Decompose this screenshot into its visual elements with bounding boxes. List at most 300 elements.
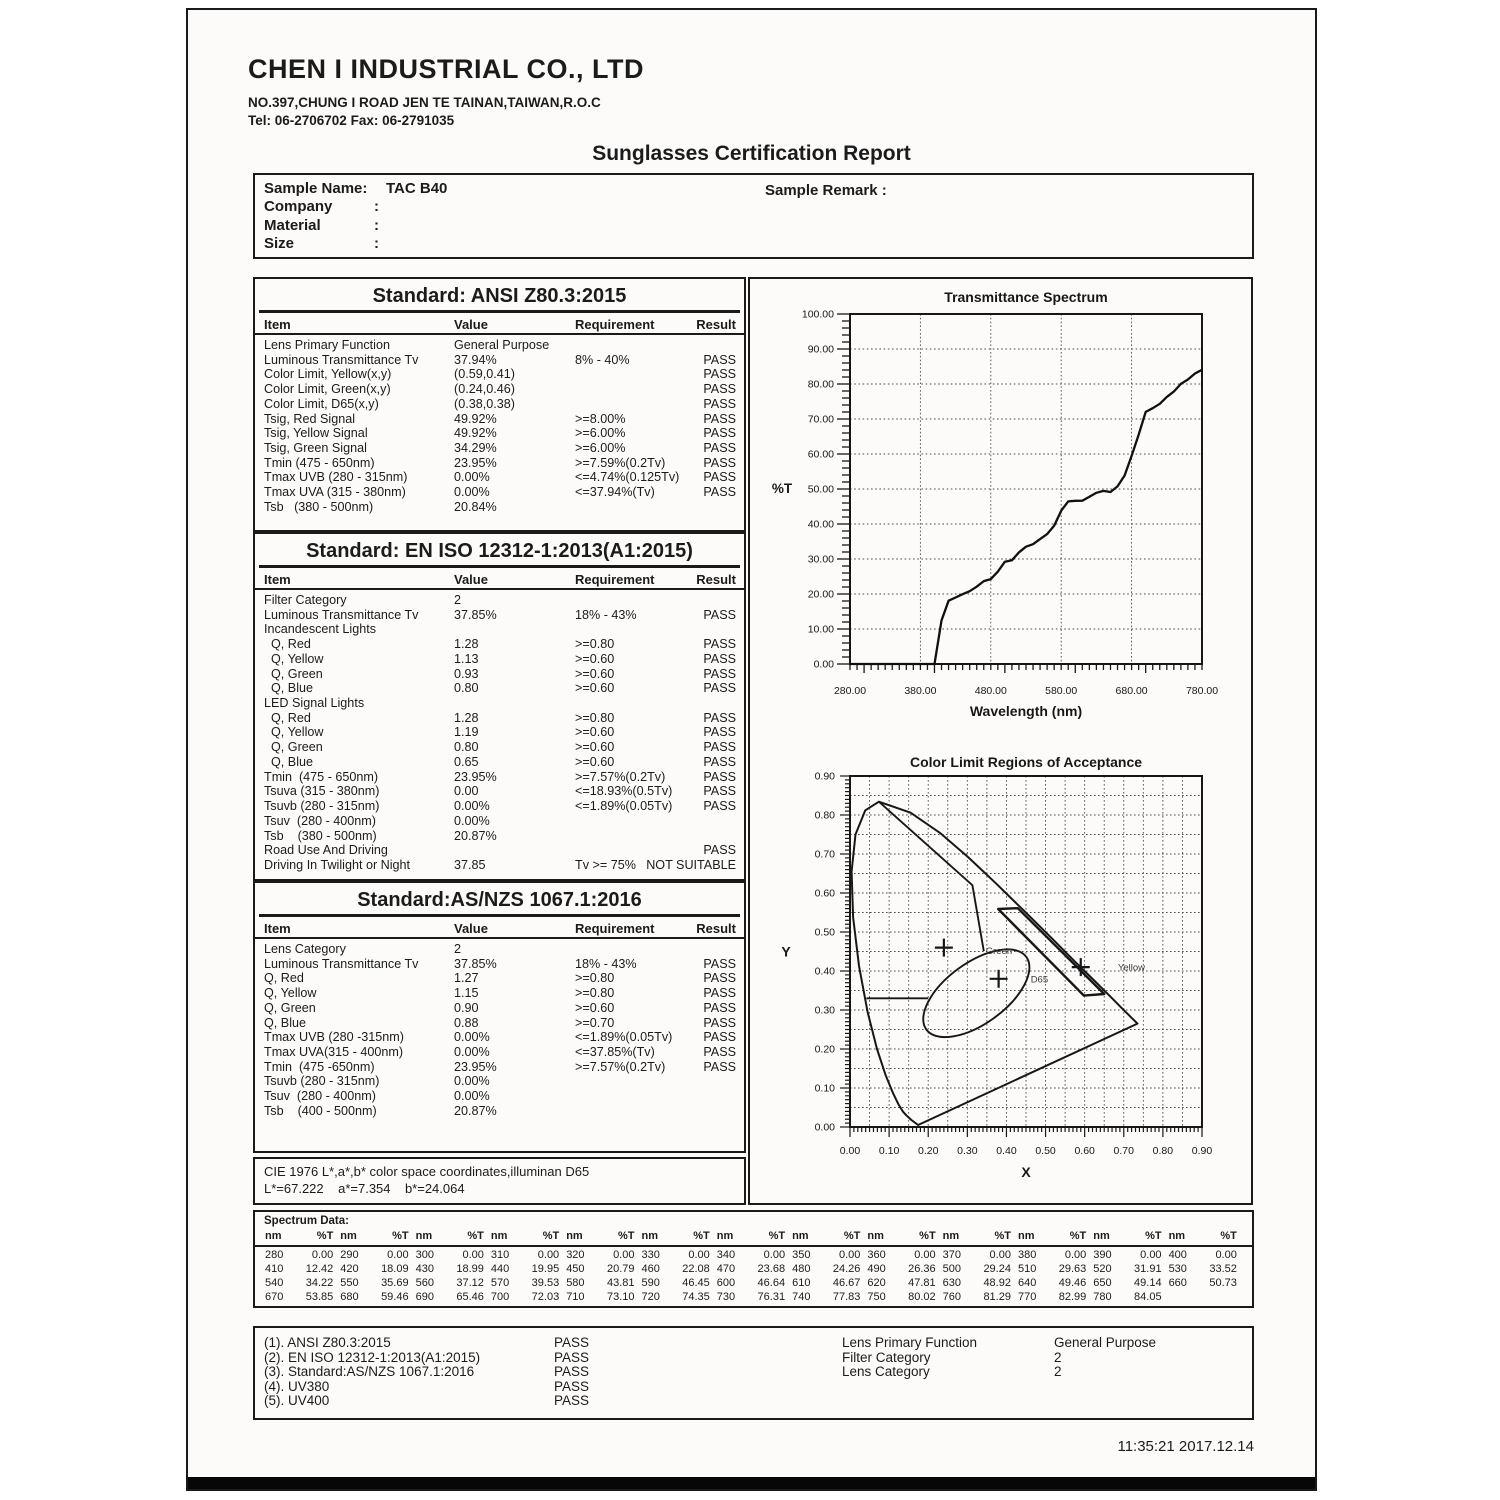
table-row	[255, 1030, 744, 1045]
cell-result: PASS	[703, 352, 736, 367]
table-row	[255, 412, 744, 427]
cell-item: Q, Yellow	[264, 651, 324, 666]
sample-fields	[264, 180, 447, 253]
spectrum-data-box	[253, 1210, 1254, 1308]
standard-title: Standard:AS/NZS 1067.1:2016	[259, 883, 740, 917]
column-header-item: Item	[264, 572, 291, 587]
eniso-standard-box	[253, 532, 746, 881]
spectrum-row: 670 53.85 680 59.46 690 65.46 700 72.03 710 73.10 720 74.35 730 76.31 740 77.83 750 80.02 760 81.29 770 82.99 780 84.05	[265, 1291, 1162, 1303]
cell-item: Tmax UVA (315 - 380nm)	[264, 485, 406, 500]
cell-result: PASS	[703, 725, 736, 740]
svg-text:0.20: 0.20	[814, 1043, 835, 1056]
summary-box	[253, 1326, 1254, 1420]
cell-result: PASS	[703, 367, 736, 382]
cell-value: 23.95%	[454, 455, 497, 470]
cell-item: Luminous Transmittance Tv	[264, 956, 419, 971]
svg-text:580.00: 580.00	[1045, 685, 1078, 697]
table-row	[255, 799, 744, 814]
svg-text:D65: D65	[1030, 974, 1049, 986]
svg-text:0.60: 0.60	[1074, 1145, 1095, 1157]
svg-text:Color Limit Regions of Accepta: Color Limit Regions of Acceptance	[909, 754, 1143, 770]
svg-text:0.30: 0.30	[814, 1004, 835, 1017]
cell-value: 0.88	[454, 1015, 479, 1030]
spectrum-header-rule	[255, 1245, 1252, 1247]
report-timestamp: 11:35:21 2017.12.14	[1117, 1438, 1254, 1455]
sample-field-label: Company	[264, 198, 333, 216]
cell-item: Color Limit, Green(x,y)	[264, 382, 391, 397]
cie-line-1: CIE 1976 L*,a*,b* color space coordinates,illuminan D65	[264, 1164, 590, 1179]
report-page	[186, 8, 1317, 1491]
cell-requirement: Tv >= 75%	[575, 857, 636, 872]
transmittance-chart	[772, 289, 1218, 719]
table-row	[255, 986, 744, 1001]
cell-requirement: >=0.80	[575, 637, 615, 652]
cell-item: Q, Blue	[264, 1015, 306, 1030]
table-row	[255, 667, 744, 682]
standard-title: Standard: EN ISO 12312-1:2013(A1:2015)	[259, 534, 740, 568]
table-row	[255, 725, 744, 740]
cell-item: Tmax UVB (280 -315nm)	[264, 1030, 404, 1045]
svg-text:0.50: 0.50	[1035, 1145, 1056, 1157]
sample-field-label: Sample Name:	[264, 180, 368, 197]
cell-item: Tmin (475 - 650nm)	[264, 455, 375, 470]
svg-text:0.00: 0.00	[839, 1145, 861, 1157]
summary-standard-name: (5). UV400	[264, 1393, 330, 1408]
cell-item: Q, Green	[264, 1000, 316, 1015]
cell-value: 37.94%	[454, 352, 497, 367]
cell-requirement: 18% - 43%	[575, 607, 637, 622]
spectral-locus	[852, 802, 1138, 1125]
cell-value: 49.92%	[454, 426, 497, 441]
table-row	[255, 382, 744, 397]
svg-text:280.00: 280.00	[833, 685, 867, 697]
cell-item: Q, Red	[264, 710, 311, 725]
company-name: CHEN I INDUSTRIAL CO., LTD	[248, 54, 644, 84]
cell-value: 20.84%	[454, 499, 497, 514]
summary-standard-result: PASS	[554, 1364, 590, 1379]
cell-value: 37.85%	[454, 956, 497, 971]
table-row	[255, 1060, 744, 1075]
summary-attribute-value: 2	[1054, 1349, 1062, 1365]
cell-result: PASS	[703, 971, 736, 986]
table-row	[255, 681, 744, 696]
summary-attribute-name: Lens Category	[842, 1364, 930, 1379]
marker-green	[935, 939, 953, 957]
cell-requirement: 8% - 40%	[575, 352, 630, 367]
cell-item: Q, Yellow	[264, 725, 324, 740]
column-header-item: Item	[264, 317, 291, 332]
svg-text:480.00: 480.00	[974, 685, 1007, 697]
cell-result: PASS	[703, 740, 736, 755]
summary-standard-name: (4). UV380	[264, 1378, 330, 1394]
table-row	[255, 470, 744, 485]
sample-field-row	[264, 235, 447, 253]
d65-ellipse-region	[908, 932, 1044, 1054]
cell-value: 23.95%	[454, 769, 497, 784]
table-row	[255, 942, 744, 957]
cell-result: PASS	[703, 843, 736, 858]
cell-result: PASS	[703, 769, 736, 784]
cell-result: PASS	[703, 1045, 736, 1060]
table-row	[255, 755, 744, 770]
table-header	[255, 921, 744, 939]
cell-requirement: >=7.57%(0.2Tv)	[575, 1059, 666, 1074]
table-row	[255, 1089, 744, 1104]
cell-value: 1.28	[454, 637, 479, 652]
cell-item: Q, Green	[264, 666, 323, 681]
cell-result: PASS	[703, 651, 736, 666]
cell-result: PASS	[703, 710, 736, 725]
table-row	[255, 500, 744, 515]
company-tel-fax: Tel: 06-2706702 Fax: 06-2791035	[248, 113, 455, 128]
table-row	[255, 740, 744, 755]
cell-value: 0.80	[454, 681, 479, 696]
table-row	[255, 593, 744, 608]
cell-item: Tsig, Green Signal	[264, 441, 367, 456]
svg-text:80.00: 80.00	[807, 378, 834, 391]
green-region-boundary	[879, 802, 984, 951]
summary-attribute-row	[842, 1335, 1156, 1350]
summary-standard-row	[264, 1350, 589, 1365]
cell-requirement: >=0.60	[575, 754, 615, 769]
cell-value: 1.15	[454, 986, 479, 1001]
cell-item: Luminous Transmittance Tv	[264, 607, 419, 622]
cie-line-2: L*=67.222 a*=7.354 b*=24.064	[264, 1181, 465, 1196]
svg-text:0.00: 0.00	[814, 1121, 835, 1134]
cell-result: PASS	[703, 1015, 736, 1030]
table-header	[255, 572, 744, 590]
table-header	[255, 317, 744, 335]
svg-text:%T: %T	[771, 481, 793, 496]
cell-item: Tsuv (280 - 400nm)	[264, 1089, 376, 1104]
svg-text:Y: Y	[781, 943, 791, 960]
svg-text:Wavelength (nm): Wavelength (nm)	[969, 703, 1083, 719]
summary-standard-result: PASS	[554, 1393, 590, 1408]
cell-value: 37.85	[454, 857, 486, 872]
cell-item: Tsuv (280 - 400nm)	[264, 813, 376, 828]
cell-value: 49.92%	[454, 411, 497, 426]
table-row	[255, 957, 744, 972]
table-row	[255, 426, 744, 441]
cell-value: 0.80	[454, 740, 479, 755]
cell-item: Tsb (400 - 500nm)	[264, 1103, 377, 1118]
cell-value: 0.90	[454, 1000, 479, 1015]
cell-requirement: 18% - 43%	[575, 956, 637, 971]
svg-text:100.00: 100.00	[801, 308, 834, 321]
cell-value: 0.00%	[454, 1045, 490, 1060]
cell-requirement: >=6.00%	[575, 441, 626, 456]
table-body	[255, 593, 744, 873]
marker-d65	[990, 970, 1008, 988]
sample-field-colon: :	[374, 216, 379, 234]
cell-requirement: >=0.80	[575, 971, 615, 986]
cell-requirement: <=1.89%(0.05Tv)	[575, 1030, 673, 1045]
summary-attributes	[842, 1335, 1156, 1379]
sample-field-row	[264, 198, 447, 216]
cell-item: Tmin (475 -650nm)	[264, 1059, 375, 1074]
cell-result: PASS	[703, 426, 736, 441]
svg-text:0.80: 0.80	[814, 809, 835, 822]
cell-value: 2	[454, 593, 462, 607]
cell-result: PASS	[703, 666, 736, 681]
table-row	[255, 784, 744, 799]
cell-requirement: >=7.59%(0.2Tv)	[575, 455, 666, 470]
cell-value: 0.00%	[454, 1074, 490, 1089]
cell-item: Road Use And Driving	[264, 843, 388, 858]
cell-requirement: >=0.80	[575, 986, 615, 1001]
cell-value: 1.27	[454, 971, 479, 986]
summary-standard-row	[264, 1335, 589, 1350]
summary-standard-name: (1). ANSI Z80.3:2015	[264, 1335, 391, 1350]
cell-result: PASS	[703, 396, 736, 411]
cell-result: NOT SUITABLE	[646, 857, 736, 872]
svg-text:70.00: 70.00	[807, 413, 834, 426]
svg-text:0.10: 0.10	[814, 1082, 835, 1095]
cell-result: PASS	[703, 441, 736, 456]
table-row	[255, 711, 744, 726]
cell-item: Luminous Transmittance Tv	[264, 352, 419, 367]
cell-result: PASS	[703, 1000, 736, 1015]
svg-text:0.30: 0.30	[957, 1145, 978, 1157]
cell-value: (0.38,0.38)	[454, 396, 515, 411]
cell-requirement: >=0.60	[575, 1000, 615, 1015]
cell-result: PASS	[703, 411, 736, 426]
svg-text:0.90: 0.90	[814, 770, 835, 783]
cell-result: PASS	[703, 784, 736, 799]
report-title: Sunglasses Certification Report	[592, 142, 911, 165]
svg-text:60.00: 60.00	[807, 448, 834, 461]
cell-item: Lens Primary Function	[264, 338, 390, 352]
color-limit-chart	[781, 754, 1212, 1180]
cell-item: Color Limit, D65(x,y)	[264, 396, 379, 411]
cell-requirement: <=37.85%(Tv)	[575, 1045, 655, 1060]
svg-text:0.90: 0.90	[1191, 1145, 1213, 1157]
column-header-requirement: Requirement	[575, 572, 655, 587]
cell-item: Tsuvb (280 - 315nm)	[264, 1074, 380, 1089]
sample-field-row	[264, 180, 447, 198]
cell-requirement: >=6.00%	[575, 426, 626, 441]
summary-attribute-row	[842, 1364, 1156, 1379]
table-row	[255, 858, 744, 873]
summary-standard-row	[264, 1364, 589, 1379]
cell-item: Tsb (380 - 500nm)	[264, 828, 377, 843]
cell-item: Q, Green	[264, 740, 323, 755]
cell-value: 0.93	[454, 666, 479, 681]
svg-text:10.00: 10.00	[807, 623, 834, 636]
charts-panel	[748, 277, 1253, 1205]
table-row	[255, 622, 744, 637]
table-row	[255, 1016, 744, 1031]
cell-value: 0.00%	[454, 799, 490, 814]
cell-item: Tsuvb (280 - 315nm)	[264, 799, 380, 814]
column-header-value: Value	[454, 572, 488, 587]
cell-requirement: >=0.60	[575, 651, 615, 666]
standard-title: Standard: ANSI Z80.3:2015	[259, 279, 740, 313]
cell-result: PASS	[703, 382, 736, 397]
svg-text:0.10: 0.10	[878, 1145, 900, 1157]
cell-result: PASS	[703, 956, 736, 971]
asnzs-standard-box	[253, 881, 746, 1153]
sample-field-row	[264, 217, 447, 235]
cell-item: Incandescent Lights	[264, 622, 377, 637]
cell-item: Tsuva (315 - 380nm)	[264, 784, 380, 799]
table-row	[255, 397, 744, 412]
spectrum-row: 280 0.00 290 0.00 300 0.00 310 0.00 320 0.00 330 0.00 340 0.00 350 0.00 360 0.00 370 0.00 380 0.00 390 0.00 400 0.00	[265, 1249, 1237, 1261]
svg-text:0.40: 0.40	[814, 965, 835, 978]
summary-standards	[264, 1335, 589, 1408]
cell-value: General Purpose	[454, 338, 550, 352]
table-row	[255, 814, 744, 829]
svg-text:0.40: 0.40	[996, 1145, 1017, 1157]
cell-result: PASS	[703, 1059, 736, 1074]
cell-item: Tsig, Red Signal	[264, 411, 356, 426]
svg-text:0.70: 0.70	[1113, 1145, 1134, 1157]
sample-field-colon: :	[374, 198, 379, 216]
cell-item: Q, Yellow	[264, 986, 317, 1001]
summary-attribute-name: Lens Primary Function	[842, 1335, 978, 1350]
sample-field-colon: :	[374, 234, 379, 252]
cell-value: 0.65	[454, 754, 479, 769]
cell-item: Tmin (475 - 650nm)	[264, 769, 379, 784]
cell-requirement: <=1.89%(0.05Tv)	[575, 799, 673, 814]
table-row	[255, 608, 744, 623]
cell-item: Lens Category	[264, 942, 346, 956]
spectrum-table-body	[265, 1249, 1248, 1305]
spectrum-header-row: nm %T nm %T nm %T nm %T nm %T nm %T nm %T nm %T nm %T nm %T nm %T nm %T nm %T	[265, 1230, 1237, 1242]
cell-requirement: >=0.70	[575, 1015, 615, 1030]
cell-requirement: >=7.57%(0.2Tv)	[575, 769, 666, 784]
table-row	[255, 485, 744, 500]
scan-edge-bar	[188, 1477, 1315, 1489]
column-header-item: Item	[264, 921, 291, 936]
cell-item: Tmax UVB (280 - 315nm)	[264, 470, 408, 485]
table-row	[255, 456, 744, 471]
cell-requirement: >=0.60	[575, 681, 615, 696]
table-row	[255, 652, 744, 667]
cell-value: 20.87%	[454, 828, 497, 843]
spectrum-row: 410 12.42 420 18.09 430 18.99 440 19.95 450 20.79 460 22.08 470 23.68 480 24.26 490 26.36 500 29.24 510 29.63 520 31.91 530 33.52	[265, 1263, 1237, 1275]
svg-text:0.50: 0.50	[814, 926, 835, 939]
cell-item: Filter Category	[264, 593, 347, 607]
cell-requirement: <=37.94%(Tv)	[575, 485, 655, 500]
cell-value: (0.24,0.46)	[454, 382, 515, 397]
svg-text:380.00: 380.00	[904, 685, 937, 697]
cell-item: Q, Blue	[264, 681, 313, 696]
summary-standard-name: (2). EN ISO 12312-1:2013(A1:2015)	[264, 1349, 481, 1365]
cell-result: PASS	[703, 485, 736, 500]
cell-item: Color Limit, Yellow(x,y)	[264, 367, 392, 382]
cell-result: PASS	[703, 986, 736, 1001]
sample-info-box	[253, 173, 1254, 259]
cell-requirement: >=0.60	[575, 666, 615, 681]
cell-requirement: <=4.74%(0.125Tv)	[575, 470, 680, 485]
sample-field-label: Size	[264, 234, 295, 252]
table-row	[255, 441, 744, 456]
svg-text:50.00: 50.00	[807, 483, 834, 496]
column-header-requirement: Requirement	[575, 317, 655, 332]
cell-result: PASS	[703, 1030, 736, 1045]
cell-value: 0.00%	[454, 813, 490, 828]
cell-result: PASS	[703, 681, 736, 696]
summary-standard-name: (3). Standard:AS/NZS 1067.1:2016	[264, 1364, 475, 1379]
svg-text:0.70: 0.70	[814, 848, 835, 861]
cell-value: 37.85%	[454, 607, 497, 622]
svg-text:20.00: 20.00	[807, 588, 834, 601]
table-row	[255, 770, 744, 785]
cell-value: 0.00%	[454, 485, 490, 500]
charts-svg	[750, 279, 1251, 1203]
summary-attribute-name: Filter Category	[842, 1349, 931, 1365]
summary-attribute-value: General Purpose	[1054, 1335, 1157, 1350]
table-row	[255, 353, 744, 368]
cell-value: 0.00%	[454, 1030, 490, 1045]
cell-requirement: >=0.60	[575, 740, 615, 755]
svg-text:X: X	[1021, 1164, 1031, 1180]
summary-attribute-value: 2	[1054, 1364, 1062, 1379]
cell-result: PASS	[703, 455, 736, 470]
cell-value: 1.13	[454, 651, 479, 666]
svg-text:0.20: 0.20	[918, 1145, 939, 1157]
column-header-result: Result	[696, 572, 736, 587]
cell-value: (0.59,0.41)	[454, 367, 515, 382]
svg-text:0.80: 0.80	[1152, 1145, 1174, 1157]
svg-text:90.00: 90.00	[807, 343, 834, 356]
table-row	[255, 971, 744, 986]
cell-value: 0.00%	[454, 1089, 490, 1104]
cell-value: 2	[454, 942, 462, 956]
column-header-result: Result	[696, 921, 736, 936]
sample-remark-label: Sample Remark :	[765, 182, 887, 199]
cell-requirement: >=0.80	[575, 710, 615, 725]
column-header-value: Value	[454, 921, 488, 936]
summary-standard-row	[264, 1379, 589, 1394]
cell-value: 0.00%	[454, 470, 490, 485]
cell-item: Tsig, Yellow Signal	[264, 426, 368, 441]
summary-standard-result: PASS	[554, 1349, 590, 1365]
cell-item: LED Signal Lights	[264, 696, 365, 711]
cell-item: Q, Red	[264, 971, 304, 986]
cell-item: Q, Red	[264, 637, 311, 652]
column-header-requirement: Requirement	[575, 921, 655, 936]
table-row	[255, 637, 744, 652]
svg-text:30.00: 30.00	[807, 553, 834, 566]
table-row	[255, 367, 744, 382]
table-row	[255, 1001, 744, 1016]
cell-value: 20.87%	[454, 1103, 497, 1118]
summary-standard-result: PASS	[554, 1378, 590, 1394]
cie-coordinates-box	[253, 1157, 746, 1205]
svg-text:Yellow: Yellow	[1117, 962, 1146, 974]
table-row	[255, 338, 744, 353]
cell-value: 34.29%	[454, 441, 497, 456]
spectrum-header	[265, 1230, 1248, 1244]
sample-field-value: TAC B40	[386, 180, 448, 197]
summary-standard-result: PASS	[554, 1335, 590, 1350]
company-address: NO.397,CHUNG I ROAD JEN TE TAINAN,TAIWAN,R.O.C	[248, 95, 601, 110]
ansi-standard-box	[253, 277, 746, 532]
table-row	[255, 696, 744, 711]
summary-attribute-row	[842, 1350, 1156, 1365]
table-row	[255, 1045, 744, 1060]
cell-item: Tmax UVA(315 - 400nm)	[264, 1045, 404, 1060]
cell-item: Q, Blue	[264, 754, 313, 769]
svg-text:40.00: 40.00	[807, 518, 834, 531]
summary-standard-row	[264, 1393, 589, 1408]
table-row	[255, 843, 744, 858]
table-body	[255, 942, 744, 1119]
cell-requirement: >=0.60	[575, 725, 615, 740]
table-row	[255, 829, 744, 844]
